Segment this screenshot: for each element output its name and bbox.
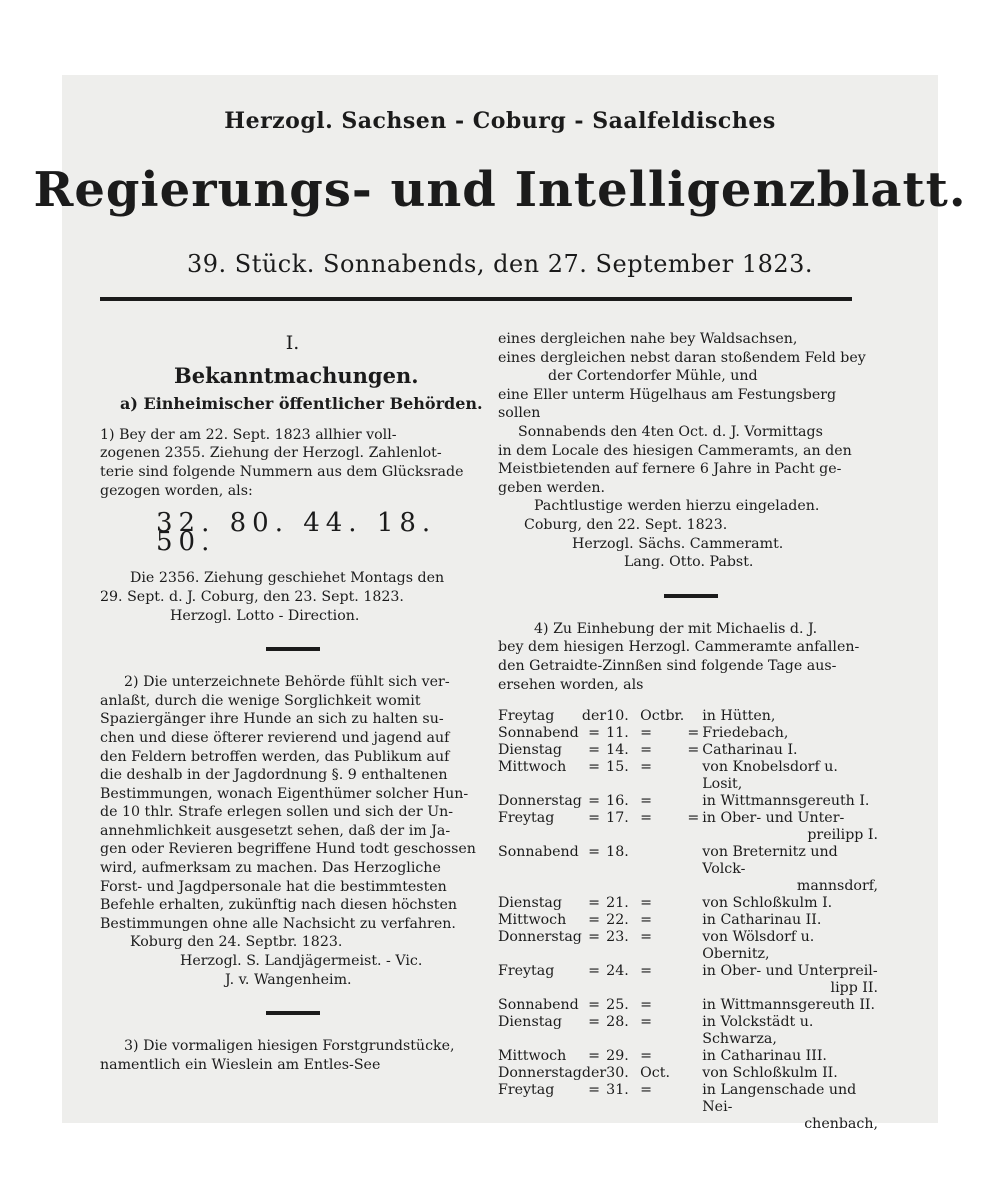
- schedule-day: Sonnabend: [498, 997, 579, 1014]
- schedule-place: von Schloßkulm I.: [702, 895, 833, 912]
- schedule-month: =: [640, 793, 653, 810]
- schedule-row: [498, 742, 878, 759]
- text-line: eines dergleichen nahe bey Waldsachsen,: [498, 331, 798, 347]
- schedule-mark: =: [588, 912, 600, 929]
- text-line: gen oder Revieren begriffene Hund todt geschossen: [100, 841, 476, 858]
- schedule-month: =: [640, 742, 653, 759]
- schedule-month: Oct.: [640, 1065, 670, 1082]
- schedule-month: =: [640, 963, 653, 980]
- item-2: [100, 673, 485, 989]
- schedule-mark: [684, 1065, 702, 1082]
- text-line: Forst- und Jagdpersonale hat die bestimmtesten: [100, 878, 447, 895]
- schedule-date: 11.: [606, 725, 629, 742]
- schedule-place: in Langenschade und Nei-: [702, 1082, 857, 1116]
- text-line: Die 2356. Ziehung geschiehet Montags den: [130, 570, 445, 587]
- schedule-month: =: [640, 759, 653, 776]
- schedule-mark: [684, 1014, 702, 1048]
- text-line: Bestimmungen, wonach Eigenthümer solcher Hun-: [100, 785, 469, 802]
- schedule-row: [498, 1082, 878, 1116]
- text-line: Bestimmungen ohne alle Nachsicht zu verfahren.: [100, 915, 456, 932]
- text-line: 4) Zu Einhebung der mit Michaelis d. J.: [534, 620, 818, 637]
- schedule-mark: =: [687, 810, 700, 827]
- text-line: wird, aufmerksam zu machen. Das Herzogliche: [100, 860, 441, 877]
- schedule-place: in Catharinau II.: [702, 912, 822, 929]
- signature: Lang. Otto. Pabst.: [624, 554, 754, 571]
- schedule-place: Friedebach,: [702, 725, 789, 742]
- schedule-date: 23.: [606, 929, 629, 946]
- schedule-place: chenbach,: [804, 1116, 878, 1133]
- schedule-row: [498, 793, 878, 810]
- schedule-date: 18.: [606, 844, 629, 861]
- schedule-place: von Breternitz und Volck-: [702, 844, 838, 878]
- header-rule: [100, 297, 852, 301]
- separator-rule: [266, 647, 320, 651]
- text-line: 2) Die unterzeichnete Behörde fühlt sich ver-: [124, 674, 450, 691]
- schedule-month: =: [640, 1048, 653, 1065]
- schedule-date: 17.: [606, 810, 629, 827]
- text-line: 3) Die vormaligen hiesigen Forstgrundstücke,: [124, 1038, 455, 1055]
- schedule-mark: [684, 997, 702, 1014]
- schedule-mark: =: [588, 725, 600, 742]
- text-line: terie sind folgende Nummern aus dem Glücksrade: [100, 463, 464, 480]
- text-line: gezogen worden, als:: [100, 482, 253, 499]
- schedule-day: Freytag: [498, 1082, 555, 1099]
- schedule-mark: =: [588, 759, 600, 776]
- schedule-row: [498, 1048, 878, 1065]
- schedule-row: [498, 1014, 878, 1048]
- schedule-mark: =: [588, 810, 600, 827]
- issue-line: 39. Stück. Sonnabends, den 27. September 1823.: [186, 250, 814, 278]
- text-line: zogenen 2355. Ziehung der Herzogl. Zahlenlot-: [100, 445, 442, 462]
- text-line: namentlich ein Wieslein am Entles-See: [100, 1056, 381, 1073]
- text-line: Meistbietenden auf fernere 6 Jahre in Pacht ge-: [498, 461, 842, 478]
- schedule-month: =: [640, 725, 653, 742]
- item-4: [498, 620, 883, 694]
- separator-rule: [266, 1011, 320, 1015]
- schedule-month: =: [640, 810, 653, 827]
- separator-rule: [664, 594, 718, 598]
- section-title: Bekanntmachungen.: [174, 362, 419, 388]
- schedule-mark: [684, 929, 702, 963]
- text-line: annehmlichkeit ausgesetzt sehen, daß der im Ja-: [100, 822, 451, 839]
- schedule-day: Sonnabend: [498, 725, 579, 742]
- schedule-mark: =: [588, 963, 600, 980]
- schedule-place: in Hütten,: [702, 708, 776, 725]
- subsection-heading: a) Einheimischer öffentlicher Behörden.: [120, 394, 483, 414]
- schedule-mark: [684, 1082, 702, 1116]
- schedule-place: in Catharinau III.: [702, 1048, 827, 1065]
- schedule-row: [498, 929, 878, 963]
- text-line: 1) Bey der am 22. Sept. 1823 allhier voll-: [100, 426, 397, 443]
- place-date: Koburg den 24. Septbr. 1823.: [130, 934, 343, 951]
- section-number: I.: [285, 332, 300, 354]
- right-column: [498, 330, 883, 1133]
- schedule-date: 22.: [606, 912, 629, 929]
- text-line: 29. Sept. d. J. Coburg, den 23. Sept. 1823.: [100, 588, 404, 605]
- text-line: anlaßt, durch die wenige Sorglichkeit womit: [100, 692, 421, 709]
- text-line: den Getraidte-Zinnßen sind folgende Tage aus-: [498, 657, 837, 674]
- schedule-mark: [684, 844, 702, 878]
- schedule-date: 31.: [606, 1082, 629, 1099]
- text-line: eines dergleichen nebst daran stoßendem Feld bey: [498, 349, 866, 366]
- item-3-continued: [498, 330, 883, 572]
- schedule-day: Dienstag: [498, 742, 562, 759]
- schedule-day: Mittwoch: [498, 759, 567, 776]
- schedule-mark: [684, 759, 702, 793]
- schedule-place: in Ober- und Unter-: [702, 810, 845, 827]
- collection-schedule: [498, 708, 878, 1133]
- lottery-numbers: 32. 80. 44. 18. 50.: [156, 508, 437, 557]
- schedule-day: Freytag: [498, 810, 555, 827]
- schedule-date: 30.: [606, 1065, 629, 1082]
- item-1: [100, 426, 485, 625]
- schedule-date: 29.: [606, 1048, 629, 1065]
- schedule-mark: =: [588, 742, 600, 759]
- schedule-month: =: [640, 929, 653, 946]
- schedule-mark: =: [588, 997, 600, 1014]
- schedule-date: 15.: [606, 759, 629, 776]
- text-line: ersehen worden, als: [498, 676, 644, 693]
- schedule-place: Catharinau I.: [702, 742, 798, 759]
- text-line: Sonnabends den 4ten Oct. d. J. Vormittags: [518, 423, 823, 440]
- schedule-date: 16.: [606, 793, 629, 810]
- schedule-mark: [684, 708, 702, 725]
- schedule-mark: [684, 912, 702, 929]
- schedule-place: in Ober- und Unterpreil-: [702, 963, 878, 980]
- schedule-place: lipp II.: [830, 980, 878, 997]
- schedule-row: [498, 963, 878, 980]
- schedule-row: [498, 1065, 878, 1082]
- schedule-day: Donnerstag: [498, 1065, 582, 1082]
- schedule-row: [498, 912, 878, 929]
- schedule-mark: =: [588, 1048, 600, 1065]
- schedule-place: von Schloßkulm II.: [702, 1065, 838, 1082]
- invitation: Pachtlustige werden hierzu eingeladen.: [534, 498, 820, 515]
- schedule-day: Donnerstag: [498, 793, 582, 810]
- schedule-day: Mittwoch: [498, 1048, 567, 1065]
- masthead-publisher: Herzogl. Sachsen - Coburg - Saalfeldisches: [224, 108, 776, 134]
- schedule-month: =: [640, 1014, 653, 1031]
- schedule-day: Mittwoch: [498, 912, 567, 929]
- schedule-date: 28.: [606, 1014, 629, 1031]
- schedule-mark: der: [581, 1065, 607, 1082]
- schedule-place: von Wölsdorf u. Obernitz,: [702, 929, 815, 963]
- schedule-mark: =: [588, 1082, 600, 1099]
- schedule-month: [640, 844, 684, 878]
- text-line: geben werden.: [498, 479, 606, 496]
- text-line: Spaziergänger ihre Hunde an sich zu halten su-: [100, 711, 444, 728]
- masthead-title: Regierungs- und Intelligenzblatt.: [33, 162, 967, 218]
- schedule-month: =: [640, 997, 653, 1014]
- schedule-place: in Wittmannsgereuth II.: [702, 997, 876, 1014]
- schedule-month: =: [640, 895, 653, 912]
- schedule-date: 21.: [606, 895, 629, 912]
- item-3: [100, 1037, 485, 1074]
- schedule-mark: [684, 1048, 702, 1065]
- schedule-row: [498, 810, 878, 827]
- schedule-place: in Wittmannsgereuth I.: [702, 793, 870, 810]
- schedule-row: [498, 725, 878, 742]
- schedule-mark: der: [581, 708, 607, 725]
- schedule-day: Freytag: [498, 963, 555, 980]
- schedule-row: [498, 997, 878, 1014]
- schedule-row: [498, 708, 878, 725]
- schedule-row: [498, 1116, 878, 1133]
- schedule-row: [498, 844, 878, 878]
- schedule-month: =: [640, 912, 653, 929]
- schedule-row: [498, 759, 878, 793]
- text-line: den Feldern betroffen werden, das Publikum auf: [100, 748, 450, 765]
- schedule-date: 24.: [606, 963, 629, 980]
- text-line: Befehle erhalten, zukünftig nach diesen höchsten: [100, 897, 457, 914]
- left-column: [100, 330, 485, 1074]
- text-line: bey dem hiesigen Herzogl. Cammeramte anfallen-: [498, 639, 860, 656]
- schedule-mark: =: [588, 929, 600, 946]
- schedule-month: Octbr.: [640, 708, 685, 725]
- signature: J. v. Wangenheim.: [225, 971, 352, 988]
- schedule-day: Dienstag: [498, 895, 562, 912]
- schedule-mark: =: [588, 844, 600, 861]
- schedule-date: 10.: [606, 708, 629, 725]
- text-line: de 10 thlr. Strafe erlegen sollen und sich der Un-: [100, 804, 454, 821]
- signature: Herzogl. Sächs. Cammeramt.: [572, 535, 784, 552]
- schedule-date: 14.: [606, 742, 629, 759]
- text-line: der Cortendorfer Mühle, und: [548, 368, 758, 385]
- schedule-mark: [684, 963, 702, 980]
- schedule-row: [498, 980, 878, 997]
- schedule-mark: =: [687, 725, 700, 742]
- text-line: in dem Locale des hiesigen Cammeramts, an den: [498, 442, 852, 459]
- schedule-day: Sonnabend: [498, 844, 579, 861]
- schedule-day: Dienstag: [498, 1014, 562, 1031]
- text-line: chen und diese öfterer revierend und jagend auf: [100, 729, 450, 746]
- schedule-place: in Volckstädt u. Schwarza,: [702, 1014, 814, 1048]
- schedule-month: =: [640, 1082, 653, 1099]
- schedule-day: Donnerstag: [498, 929, 582, 946]
- schedule-mark: =: [588, 793, 600, 810]
- signature: Herzogl. S. Landjägermeist. - Vic.: [180, 953, 423, 970]
- signature: Herzogl. Lotto - Direction.: [170, 607, 360, 624]
- place-date: Coburg, den 22. Sept. 1823.: [524, 516, 728, 533]
- schedule-place: mannsdorf,: [796, 878, 878, 895]
- schedule-day: Freytag: [498, 708, 555, 725]
- text-line: eine Eller unterm Hügelhaus am Festungsberg: [498, 386, 837, 403]
- text-line: die deshalb in der Jagdordnung §. 9 enthaltenen: [100, 767, 448, 784]
- schedule-mark: =: [687, 742, 700, 759]
- schedule-date: 25.: [606, 997, 629, 1014]
- schedule-place: von Knobelsdorf u. Losit,: [702, 759, 838, 793]
- schedule-row: [498, 878, 878, 895]
- schedule-mark: =: [588, 1014, 600, 1031]
- schedule-row: [498, 827, 878, 844]
- text-line: sollen: [498, 405, 541, 422]
- schedule-place: preilipp I.: [807, 827, 878, 844]
- schedule-mark: [684, 793, 702, 810]
- schedule-row: [498, 895, 878, 912]
- schedule-mark: [684, 895, 702, 912]
- schedule-mark: =: [588, 895, 600, 912]
